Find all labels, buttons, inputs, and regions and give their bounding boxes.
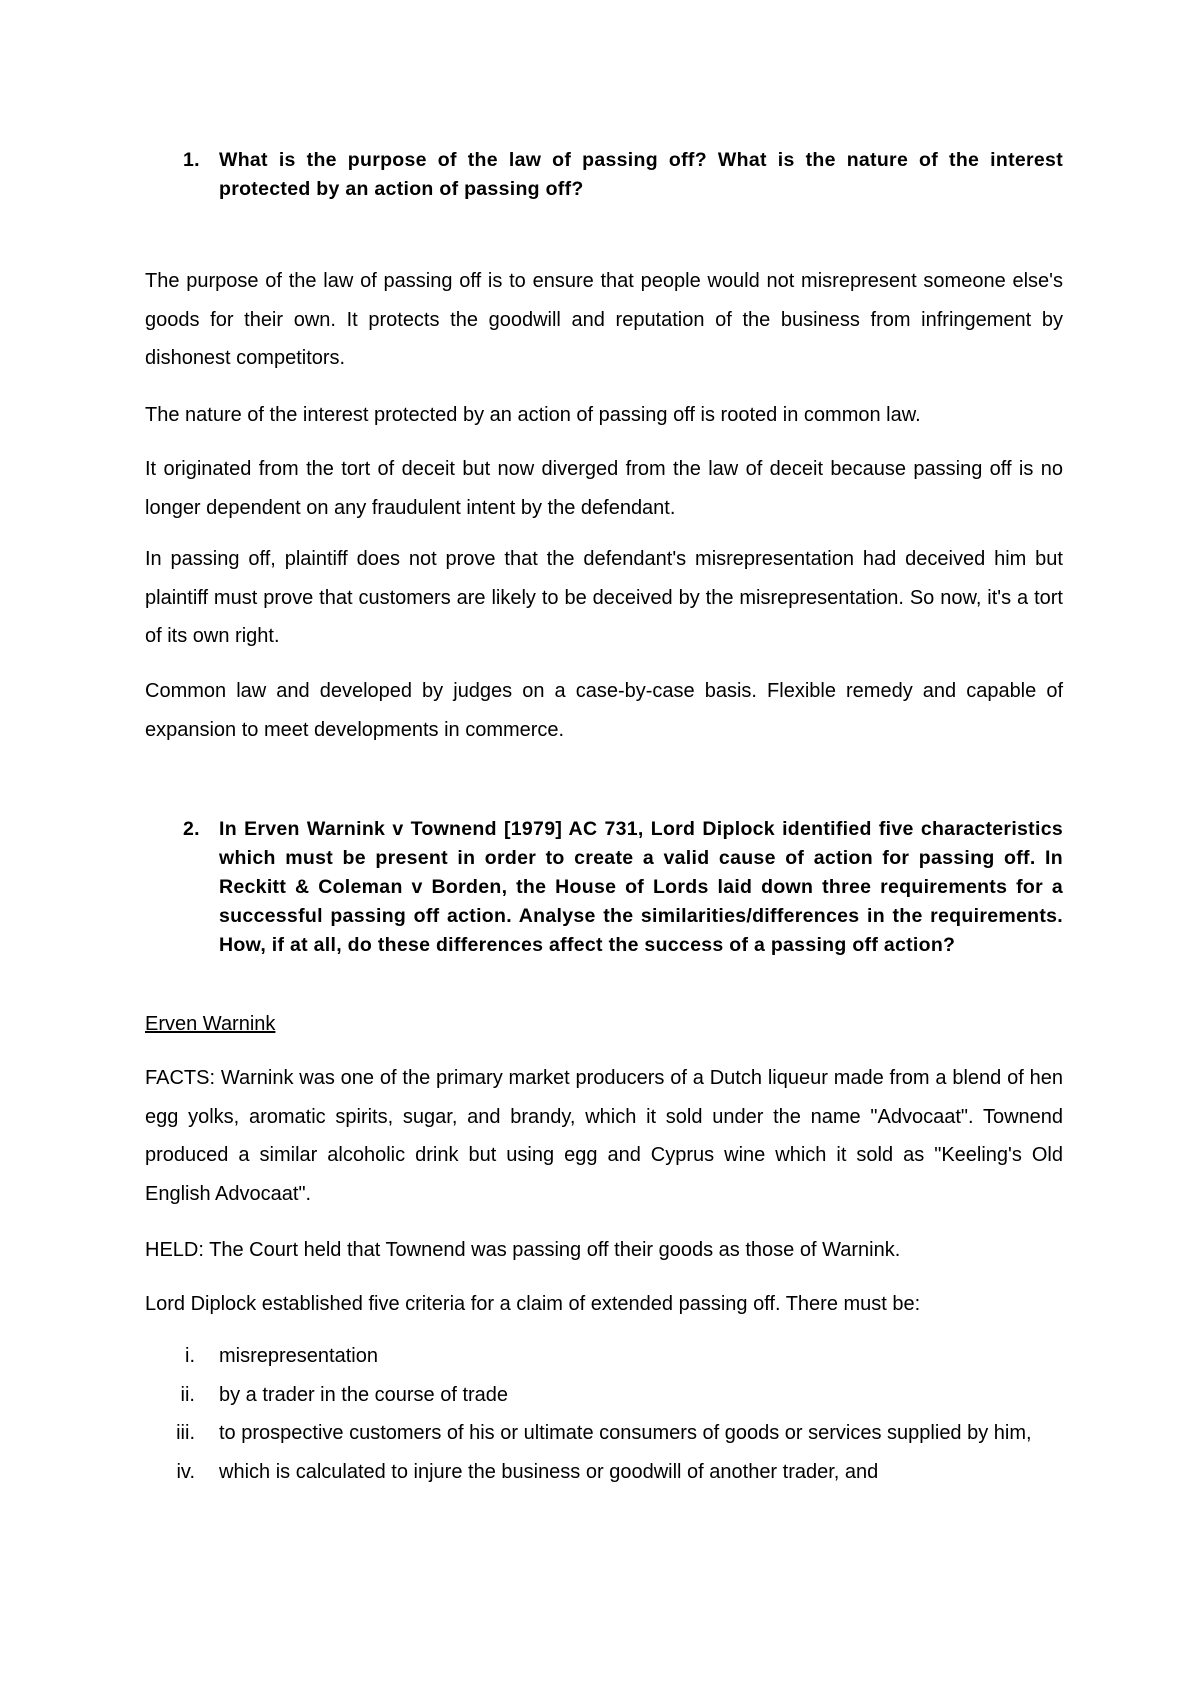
case-heading: Erven Warnink [145,1013,276,1035]
question-2-number: 2. [183,818,200,840]
held-paragraph: HELD: The Court held that Townend was passing off their goods as those of Warnink. [145,1239,901,1261]
criteria-intro: Lord Diplock established five criteria for a claim of extended passing off. There must be: [145,1293,921,1315]
criteria-list [145,1337,1063,1491]
list-item-text: by a trader in the course of trade [219,1383,509,1406]
list-item [145,1376,1063,1415]
question-1-text: What is the purpose of the law of passing off? What is the nature of the interest protected by an action of passing off? [219,149,1063,200]
list-marker: ii. [180,1383,195,1406]
answer-1-paragraph-3: It originated from the tort of deceit but now diverged from the law of deceit because passing off is no longer dependent on any fraudulent intent by the defendant. [145,458,1063,519]
answer-1-paragraph-5: Common law and developed by judges on a case-by-case basis. Flexible remedy and capable of expansion to meet developments in commerce. [145,680,1063,741]
list-marker: i. [185,1345,195,1367]
list-item-text: which is calculated to injure the business or goodwill of another trader, and [219,1460,879,1483]
question-2 [145,815,1063,960]
answer-1-paragraph-4: In passing off, plaintiff does not prove that the defendant's misrepresentation had deceived him but plaintiff must prove that customers are likely to be deceived by the misrepresentation. So now, it's a tort of its own right. [145,548,1063,647]
list-item [145,1414,1063,1453]
answer-1-paragraph-2: The nature of the interest protected by an action of passing off is rooted in common law. [145,404,921,426]
list-item [145,1337,1063,1376]
list-item-text: misrepresentation [219,1345,378,1367]
question-2-text: In Erven Warnink v Townend [1979] AC 731, Lord Diplock identified five characteristics which must be present in order to create a valid cause of action for passing off. In Reckitt & Coleman v Borden, the House of Lords laid down three requirements for a successful passing off action. Analyse the similarities/differences in the requirements. How, if at all, do these differences affect the success of a passing off action? [219,818,1063,956]
list-item-text: to prospective customers of his or ultimate consumers of goods or services supplied by him, [219,1422,1032,1444]
facts-paragraph: FACTS: Warnink was one of the primary market producers of a Dutch liqueur made from a blend of hen egg yolks, aromatic spirits, sugar, and brandy, which it sold under the name "Advocaat". Townend produced a similar alcoholic drink but using egg and Cyprus wine which it sold as "Keeling's Old English Advocaat". [145,1067,1063,1205]
question-1-number: 1. [183,149,200,171]
list-marker: iii. [176,1422,195,1444]
list-item [145,1453,1063,1492]
question-1 [145,146,1063,204]
list-marker: iv. [176,1460,195,1483]
answer-1-paragraph-1: The purpose of the law of passing off is to ensure that people would not misrepresent someone else's goods for their own. It protects the goodwill and reputation of the business from infringement by dishonest competitors. [145,270,1063,369]
